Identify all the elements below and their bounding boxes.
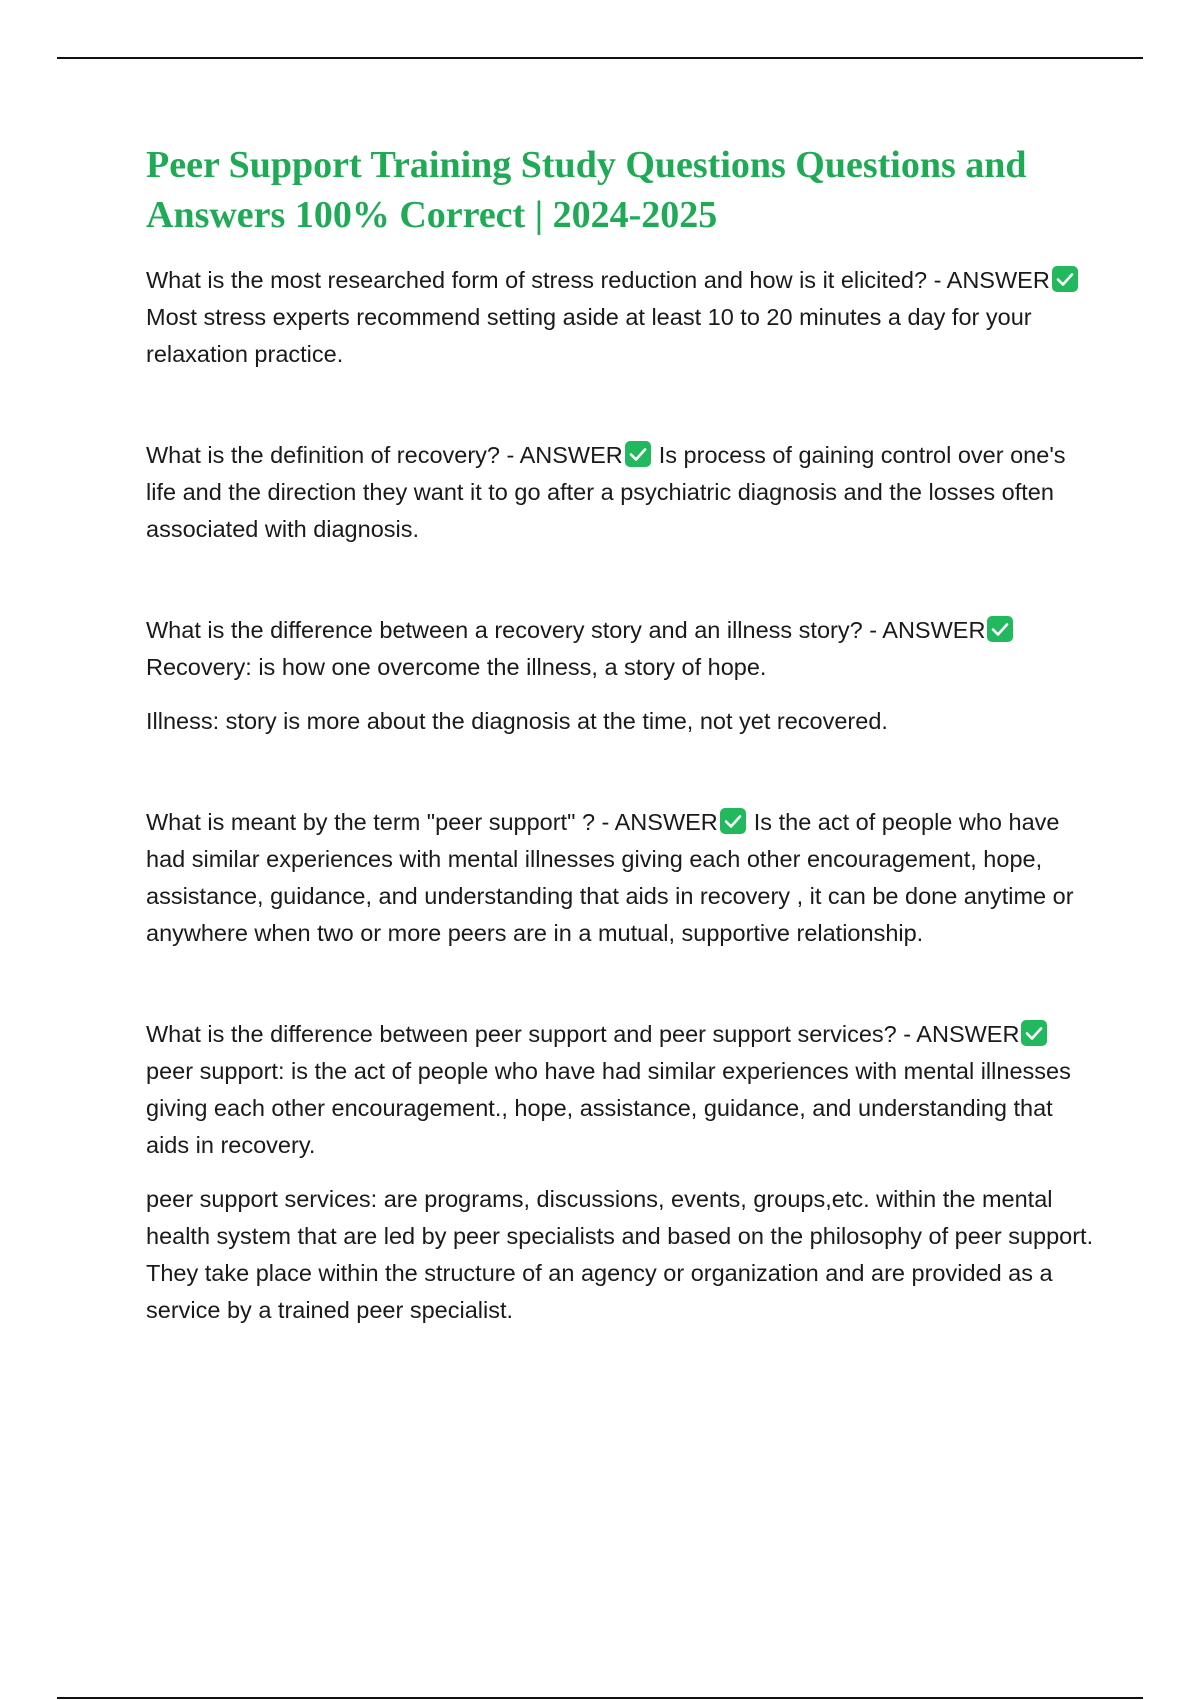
question-text: What is the difference between a recovery story and an illness story? -	[146, 617, 883, 643]
document-body	[146, 140, 1096, 1393]
answer-label: ANSWER	[946, 267, 1050, 293]
question-text: What is the most researched form of stress reduction and how is it elicited? -	[146, 267, 947, 293]
qa-question-answer	[146, 1016, 1096, 1164]
answer-label: ANSWER	[916, 1021, 1020, 1047]
answer-label: ANSWER	[882, 617, 986, 643]
question-text: What is the difference between peer support and peer support services? -	[146, 1021, 917, 1047]
answer-label: ANSWER	[614, 809, 718, 835]
question-text: What is the definition of recovery? -	[146, 442, 520, 468]
document-title: Peer Support Training Study Questions Questions and Answers 100% Correct | 2024-2025	[146, 144, 1027, 236]
answer-label: ANSWER	[519, 442, 623, 468]
qa-question-answer	[146, 437, 1096, 548]
qa-item	[146, 804, 1096, 952]
answer-text: peer support: is the act of people who have had similar experiences with mental illnesses giving each other encouragement., hope, assistance, guidance, and understanding that aids in recovery.	[146, 1058, 1071, 1158]
qa-question-answer	[146, 804, 1096, 952]
qa-item	[146, 1016, 1096, 1329]
top-rule	[57, 57, 1143, 59]
qa-item	[146, 262, 1096, 373]
qa-question-answer	[146, 262, 1096, 373]
check-mark-icon	[625, 441, 651, 467]
question-text: What is meant by the term "peer support" ? -	[146, 809, 615, 835]
qa-item	[146, 437, 1096, 548]
answer-text: Most stress experts recommend setting aside at least 10 to 20 minutes a day for your relaxation practice.	[146, 304, 1032, 367]
answer-text: Is process of gaining control over one's life and the direction they want it to go after a psychiatric diagnosis and the losses often associated with diagnosis.	[146, 442, 1066, 542]
qa-question-answer	[146, 612, 1096, 686]
qa-item	[146, 612, 1096, 740]
answer-continuation: Illness: story is more about the diagnosis at the time, not yet recovered.	[146, 708, 888, 734]
answer-text: Is the act of people who have had similar experiences with mental illnesses giving each other encouragement, hope, assistance, guidance, and understanding that aids in recovery , it can be done anytime or anywhere when two or more peers are in a mutual, supportive relationship.	[146, 809, 1074, 946]
check-mark-icon	[1052, 266, 1078, 292]
check-mark-icon	[1021, 1020, 1047, 1046]
answer-text: Recovery: is how one overcome the illness, a story of hope.	[146, 654, 767, 680]
check-mark-icon	[987, 616, 1013, 642]
bottom-rule	[57, 1697, 1143, 1699]
answer-continuation: peer support services: are programs, discussions, events, groups,etc. within the mental health system that are led by peer specialists and based on the philosophy of peer support. They take place within the structure of an agency or organization and are provided as a service by a trained peer specialist.	[146, 1186, 1094, 1323]
check-mark-icon	[720, 808, 746, 834]
